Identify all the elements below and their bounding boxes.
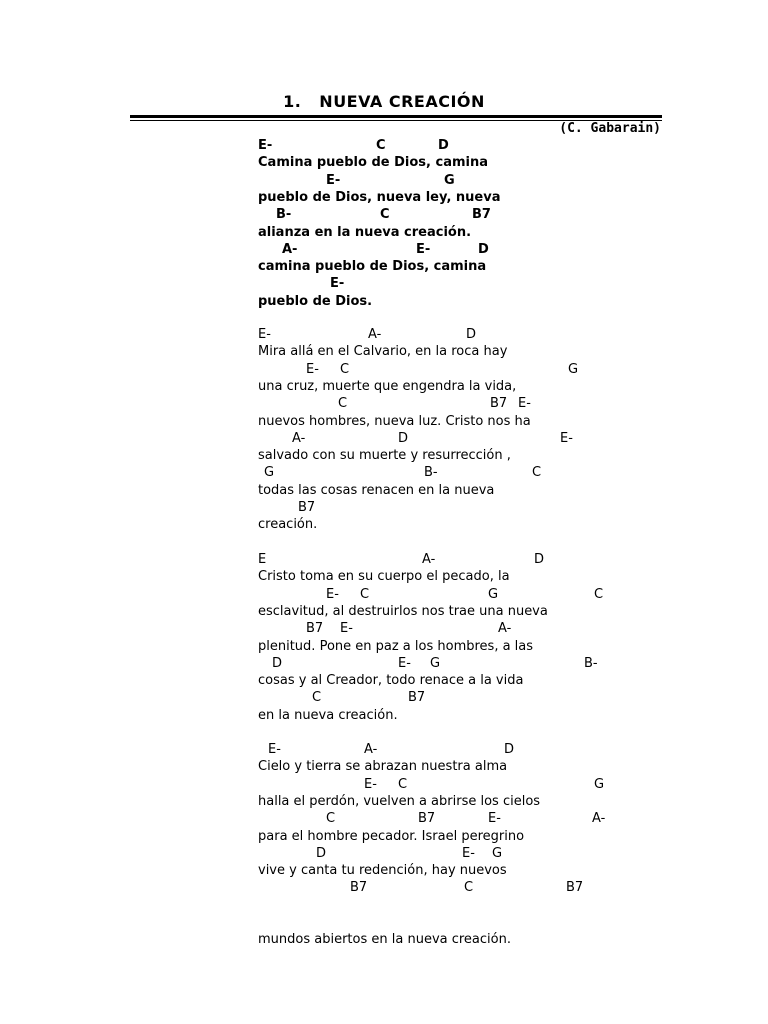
chord: D [272,655,283,671]
chord: G [430,655,441,671]
chord: D [504,742,515,757]
chord: A- [498,621,512,637]
lyric-line: en la nueva creación. [258,707,398,723]
lyric-line: pueblo de Dios. [258,293,373,309]
lyric-line: nuevos hombres, nueva luz. Cristo nos ha [258,413,531,429]
chord: C [380,207,390,223]
chord: B7 [418,811,436,827]
song-author: (C. Gabarain) [559,121,661,136]
chord: B7 [298,500,316,515]
chord: E- [364,776,377,792]
chord: E- [258,138,273,153]
chord: D [534,552,545,567]
chord: C [360,586,370,602]
lyric-line: creación. [258,517,318,533]
chord: E- [306,361,319,377]
chord: B- [584,655,598,671]
chord: B7 [472,207,491,223]
title-rule-thick [130,115,662,118]
chord: E- [330,276,345,292]
lyric-line: todas las cosas renacen en la nueva [258,482,495,498]
lyric-line: cosas y al Creador, todo renace a la vida [258,673,524,689]
chord: B7 [350,880,368,896]
chord: C [376,138,386,153]
lyric-line: una cruz, muerte que engendra la vida, [258,378,517,394]
chord: G [444,172,455,188]
chord: D [438,138,449,153]
chord: A- [422,552,436,567]
chord: A- [292,430,306,446]
song-title [0,92,768,111]
chord: G [488,586,499,602]
chord: E- [416,241,431,257]
chord: E- [258,327,271,342]
lyric-line: pueblo de Dios, nueva ley, nueva [258,189,501,205]
chord: E- [488,811,501,827]
chord: A- [592,811,606,827]
chord: A- [282,241,298,257]
lyric-line: alianza en la nueva creación. [258,224,472,240]
chord: E- [268,742,281,757]
chord: G [492,845,503,861]
chord: B7 [490,396,508,412]
chord: C [594,586,604,602]
lyric-line: camina pueblo de Dios, camina [258,259,487,275]
chord: B- [424,465,438,481]
chord: E- [340,621,353,637]
lyric-line: plenitud. Pone en paz a los hombres, a las [258,638,534,654]
lyric-line: Camina pueblo de Dios, camina [258,155,489,171]
chord: E- [462,845,475,861]
chord: E- [518,396,531,412]
chord: C [340,361,350,377]
chord: G [594,776,605,792]
chord: C [532,465,542,481]
chord: B- [276,207,292,223]
lyric-line: Mira allá en el Calvario, en la roca hay [258,344,508,360]
lyric-line: Cielo y tierra se abrazan nuestra alma [258,759,508,775]
chord: D [478,241,489,257]
chord: C [326,811,336,827]
chord: E- [326,586,339,602]
chord: C [398,776,408,792]
chord: E- [398,655,411,671]
lyric-line: para el hombre pecador. Israel peregrino [258,828,525,844]
chord: A- [364,742,378,757]
chord: A- [368,327,382,342]
song-number: 1. [283,92,302,111]
chord: B7 [566,880,584,896]
chord: E- [560,430,573,446]
song-title-text: NUEVA CREACIÓN [319,92,485,111]
chord: C [464,880,474,896]
chord: E [258,552,267,567]
lyric-line: salvado con su muerte y resurrección , [258,448,511,464]
chord: B7 [306,621,324,637]
lyric-line: esclavitud, al destruirlos nos trae una nueva [258,603,548,619]
chord: D [316,845,327,861]
chord: B7 [408,690,426,706]
chord: E- [326,172,341,188]
lyric-line: halla el perdón, vuelven a abrirse los cielos [258,793,541,809]
lyric-line: Cristo toma en su cuerpo el pecado, la [258,569,510,585]
chord: G [568,361,579,377]
chord: D [466,327,477,342]
lyric-line: mundos abiertos en la nueva creación. [258,932,511,948]
lyric-line: vive y canta tu redención, hay nuevos [258,863,507,879]
chord: D [398,430,409,446]
chord: C [338,396,348,412]
chord: C [312,690,322,706]
chord: G [264,465,275,481]
